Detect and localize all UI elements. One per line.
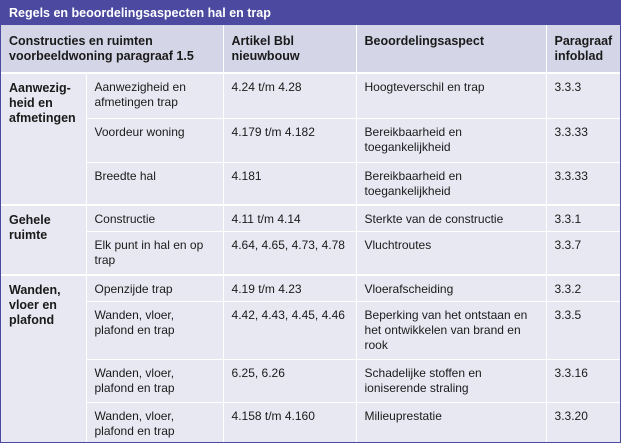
- table-row: [1, 73, 620, 118]
- cell-aspect: Hoogteverschil en trap: [356, 73, 546, 118]
- cell-paragraaf: 3.3.3: [546, 73, 620, 118]
- group-label: Wanden, vloer en plafond: [1, 275, 86, 443]
- cell-paragraaf: 3.3.7: [546, 232, 620, 275]
- cell-item: Voordeur woning: [86, 118, 223, 162]
- cell-paragraaf: 3.3.33: [546, 118, 620, 162]
- table-row: [1, 205, 620, 232]
- cell-item: Constructie: [86, 205, 223, 232]
- cell-paragraaf: 3.3.1: [546, 205, 620, 232]
- cell-artikel: 4.42, 4.43, 4.45, 4.46: [223, 301, 356, 359]
- header-row: [1, 25, 620, 73]
- cell-artikel: 4.11 t/m 4.14: [223, 205, 356, 232]
- cell-artikel: 4.24 t/m 4.28: [223, 73, 356, 118]
- table-row: [1, 232, 620, 275]
- cell-item: Wanden, vloer, plafond en trap: [86, 359, 223, 402]
- table-row: [1, 359, 620, 402]
- cell-artikel: 6.25, 6.26: [223, 359, 356, 402]
- cell-item: Wanden, vloer, plafond en trap: [86, 402, 223, 443]
- group-label: Aanwezig-heid en afmetingen: [1, 73, 86, 205]
- header-paragraaf: Paragraaf infoblad: [546, 25, 620, 73]
- cell-aspect: Vloerafscheiding: [356, 275, 546, 302]
- cell-aspect: Milieuprestatie: [356, 402, 546, 443]
- table-row: [1, 275, 620, 302]
- cell-paragraaf: 3.3.33: [546, 162, 620, 205]
- cell-aspect: Beperking van het ontstaan en het ontwikkelen van brand en rook: [356, 301, 546, 359]
- cell-artikel: 4.181: [223, 162, 356, 205]
- table-title: Regels en beoordelingsaspecten hal en trap: [1, 1, 620, 25]
- cell-paragraaf: 3.3.20: [546, 402, 620, 443]
- cell-item: Breedte hal: [86, 162, 223, 205]
- table-row: [1, 162, 620, 205]
- cell-artikel: 4.158 t/m 4.160: [223, 402, 356, 443]
- table-row: [1, 118, 620, 162]
- cell-aspect: Bereikbaarheid en toegankelijkheid: [356, 118, 546, 162]
- rules-table: [1, 25, 620, 443]
- cell-aspect: Schadelijke stoffen en ioniserende straling: [356, 359, 546, 402]
- cell-paragraaf: 3.3.5: [546, 301, 620, 359]
- cell-item: Wanden, vloer, plafond en trap: [86, 301, 223, 359]
- cell-aspect: Sterkte van de constructie: [356, 205, 546, 232]
- header-artikel: Artikel Bbl nieuwbouw: [223, 25, 356, 73]
- group-label: Gehele ruimte: [1, 205, 86, 275]
- cell-artikel: 4.19 t/m 4.23: [223, 275, 356, 302]
- table-row: [1, 301, 620, 359]
- cell-artikel: 4.179 t/m 4.182: [223, 118, 356, 162]
- cell-item: Openzijde trap: [86, 275, 223, 302]
- header-beoordelingsaspect: Beoordelingsaspect: [356, 25, 546, 73]
- table-row: [1, 402, 620, 443]
- cell-paragraaf: 3.3.16: [546, 359, 620, 402]
- header-constructies: Constructies en ruimten voorbeeldwoning paragraaf 1.5: [1, 25, 223, 73]
- cell-item: Elk punt in hal en op trap: [86, 232, 223, 275]
- cell-aspect: Bereikbaarheid en toegankelijkheid: [356, 162, 546, 205]
- cell-artikel: 4.64, 4.65, 4.73, 4.78: [223, 232, 356, 275]
- cell-aspect: Vluchtroutes: [356, 232, 546, 275]
- cell-item: Aanwezigheid en afmetingen trap: [86, 73, 223, 118]
- cell-paragraaf: 3.3.2: [546, 275, 620, 302]
